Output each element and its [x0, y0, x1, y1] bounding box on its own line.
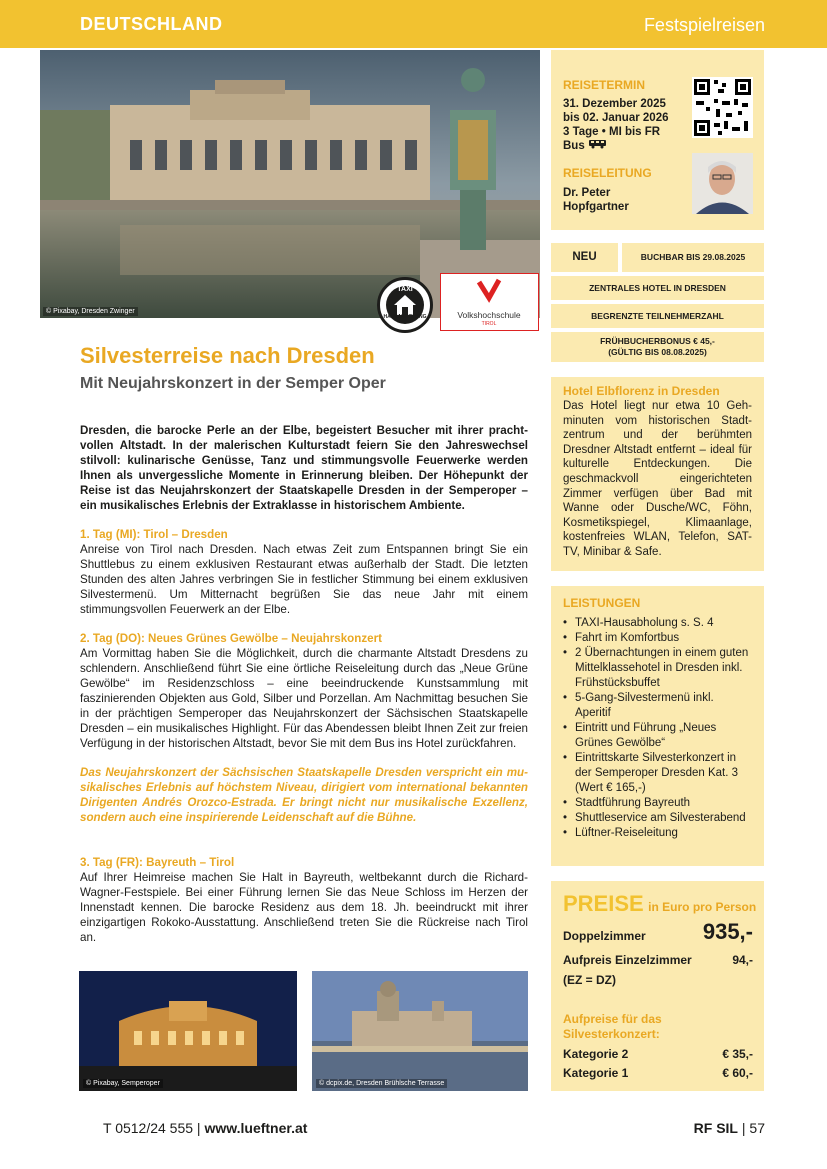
intro-paragraph: Dresden, die barocke Perle an der Elbe, begeistert Besucher mit ihrer prachtvollen Altstadt. In der malerischen Kulturstadt feiern Sie den Jahreswechsel stilvoll: kulinarische Genüsse, Tanz und stimmungsvolle Feuerwerke werden Ihnen als unvergessliche Momente in Erinnerung bleiben. Der Höhepunkt der Reise ist das Neujahrskonzert der Staatskapelle Dresden in der Semperoper – ein musikalisches Erlebnis der Extraklasse in historischem Ambiente.: [80, 424, 528, 512]
reiseleitung-heading: REISELEITUNG: [563, 166, 652, 180]
price-row-dz: [563, 919, 753, 944]
leistung-item: • TAXI-Hausabholung s. S. 4: [563, 616, 752, 631]
volkshochschule-logo: [440, 273, 539, 331]
hero-credit: © Pixabay, Dresden Zwinger: [43, 307, 138, 316]
kat2-value: € 35,-: [722, 1047, 753, 1061]
footer-page: [694, 1120, 765, 1136]
day1-text: Anreise von Tirol nach Dresden. Nach etwas Zeit zum Entspannen bringt Sie ein Shuttlebus zu einem exklusiven Restaurant etwas außerhalb der Stadt. Die letzten Stunden des alten Jahres verbringen Sie in festlicher Stimmung bei einem exklusiven Silvestermenü. Um Mitternacht begrüßen Sie das neue Jahr mit einem stimmungsvollen Feuerwerk an der Elbe.: [80, 543, 528, 616]
footer-contact: [103, 1120, 307, 1136]
kat1-label: Kategorie 1: [563, 1066, 629, 1080]
price-ez-label: Aufpreis Einzelzimmer: [563, 953, 692, 967]
leistung-item: • Fahrt im Komfortbus: [563, 631, 752, 646]
leistung-item: • Eintritt und Führung „Neues Grünes Gewölbe“: [563, 721, 752, 751]
category-label: Festspielreisen: [643, 15, 765, 35]
photo-right-credit: © dcpix.de, Dresden Brühlsche Terrasse: [316, 1079, 447, 1088]
photo-bruehlsche-terrasse: [312, 971, 528, 1091]
region-label: DEUTSCHLAND: [80, 14, 223, 34]
leistung-item: • Lüftner-Reiseleitung: [563, 826, 752, 841]
termin-line-2: bis 02. Januar 2026: [563, 112, 669, 124]
kat1-value: € 60,-: [722, 1066, 753, 1080]
price-row-kat2: [563, 1047, 753, 1061]
qr-code[interactable]: [692, 77, 753, 138]
kat2-label: Kategorie 2: [563, 1047, 629, 1061]
day3-text: Auf Ihrer Heimreise machen Sie Halt in Bayreuth, weltbekannt durch die Richard-Wagner-Festspiele. Bei einer Führung lernen Sie das Neue Schloss im Herzen der Innenstadt kennen. Die barocke Residenz aus dem 18. Jh. beeindruckt mit ihrer einzigartigen Rokoko-Ausstattung. Anschließend treten Sie die Rückreise nach Tirol an.: [80, 871, 528, 944]
leistungen-list: [563, 616, 752, 841]
hotel-heading: Hotel Elbflorenz in Dresden: [563, 384, 720, 398]
leistung-item: • Stadtführung Bayreuth: [563, 796, 752, 811]
reiseleiter-portrait: [692, 153, 753, 214]
tag-buchbar: BUCHBAR BIS 29.08.2025: [622, 243, 764, 272]
reisetermin-details: [563, 97, 668, 153]
konzert-aufpreis-heading: Aufpreise für das Silvesterkonzert:: [563, 1012, 662, 1041]
footer-phone: T 0512/24 555 |: [103, 1120, 201, 1136]
preise-subtitle: in Euro pro Person: [648, 900, 757, 914]
preise-title: PREISE: [563, 891, 644, 916]
tag-neu: NEU: [551, 243, 618, 272]
reisetermin-heading: REISETERMIN: [563, 78, 646, 92]
bus-label: Bus: [563, 140, 585, 152]
price-dz-value: 935,-: [702, 919, 753, 944]
day1-heading: 1. Tag (MI): Tirol – Dresden: [80, 528, 228, 541]
hotel-box: [551, 377, 764, 571]
day1-section: [80, 527, 528, 617]
tag-teilnehmerzahl: BEGRENZTE TEILNEHMERZAHL: [551, 304, 764, 328]
leistung-item: • 5-Gang-Silvestermenü inkl. Aperitif: [563, 691, 752, 721]
tag-zentrales-hotel: ZENTRALES HOTEL IN DRESDEN: [551, 276, 764, 300]
price-ez-value: 94,-: [732, 953, 753, 967]
preise-heading: [563, 891, 756, 917]
top-bar: [0, 0, 827, 48]
price-row-ez: [563, 953, 753, 967]
day2-section: [80, 631, 528, 751]
termin-line-4: [563, 139, 668, 153]
page-title: Silvesterreise nach Dresden: [80, 343, 375, 368]
vhs-sub: TIROL: [481, 321, 497, 327]
photo-semperoper: [79, 971, 297, 1091]
hotel-text: Das Hotel liegt nur etwa 10 Gehminuten vom historischen Stadtzentrum und der berühmten Dresdner Altstadt entfernt – ideal für kulturelle Entdeckungen. Die geschmackvoll eingerichteten Zimmer verfügen über Bad mit Wanne oder Dusche/WC, Föhn, Kosmetikspiegel, Klimaanlage, kostenfreies WLAN, Telefon, SAT-TV, Minibar & Safe.: [563, 400, 752, 558]
bus-icon: [588, 139, 608, 149]
footer-website-link[interactable]: www.lueftner.at: [204, 1120, 308, 1136]
taxi-label: TAXI: [397, 286, 413, 293]
price-row-kat1: [563, 1066, 753, 1080]
page-number: | 57: [741, 1120, 765, 1136]
day3-section: [80, 855, 528, 945]
leitung-line-1: Dr. Peter: [563, 187, 611, 199]
vhs-name: Volkshochschule: [457, 310, 521, 320]
bonus-line-2: (GÜLTIG BIS 08.08.2025): [608, 347, 707, 357]
hausabholung-label: HAUSABHOLUNG: [383, 314, 427, 320]
concert-quote: Das Neujahrskonzert der Sächsischen Staatskapelle Dresden verspricht ein musikalisches Erlebnis auf höchstem Niveau, dirigiert vom international bekannten Dirigenten Andrés Orozco-Estrada. Er bringt nicht nur musikalische Exzellenz, sondern auch eine inspirierende Leidenschaft auf die Bühne.: [80, 766, 528, 824]
price-dz-label: Doppelzimmer: [563, 929, 646, 943]
leitung-line-2: Hopfgartner: [563, 201, 629, 213]
price-ez-note: (EZ = DZ): [563, 973, 616, 987]
day3-heading: 3. Tag (FR): Bayreuth – Tirol: [80, 856, 235, 869]
page-subtitle: Mit Neujahrskonzert in der Semper Oper: [80, 375, 386, 392]
leistungen-box: [551, 586, 764, 866]
photo-left-credit: © Pixabay, Semperoper: [83, 1079, 163, 1088]
bonus-line-1: FRÜHBUCHERBONUS € 45,-: [600, 336, 715, 346]
leistung-item: • Eintrittskarte Silvesterkonzert in der Semperoper Dresden Kat. 3 (Wert € 165,-): [563, 751, 752, 796]
footer-code: RF SIL: [693, 1120, 738, 1136]
termin-line-3: 3 Tage • MI bis FR: [563, 126, 661, 138]
main-text: [80, 423, 528, 959]
taxi-hausabholung-badge: [377, 277, 433, 333]
day2-text: Am Vormittag haben Sie die Möglichkeit, durch die charmante Altstadt Dresdens zu schlendern. Anschließend führt Sie eine örtliche Reiseleitung durch das „Neue Grüne Gewölbe“ im Residenzschloss – eine beeindruckende Kunstsammlung mit faszinierenden Objekten aus Gold, Silber und Porzellan. Am Nachmittag besuchen Sie in der prächtigen Semperoper das Neujahrskonzert der Sächsischen Staatskapelle Dresden – ein musikalisches Highlight. Für das Abendessen bleibt Ihnen Zeit zur freien Verfügung in der historischen Altstadt, bevor Sie mit dem Bus ins Hotel zurückfahren.: [80, 647, 528, 750]
preise-box: [551, 881, 764, 1091]
leistung-item: • Shuttleservice am Silvesterabend: [563, 811, 752, 826]
day2-heading: 2. Tag (DO): Neues Grünes Gewölbe – Neujahrskonzert: [80, 632, 382, 645]
leistung-item: • 2 Übernachtungen in einem guten Mittelklassehotel in Dresden inkl. Frühstücksbuffet: [563, 646, 752, 691]
reiseleitung-name: [563, 186, 629, 214]
termin-line-1: 31. Dezember 2025: [563, 98, 666, 110]
reisetermin-box: [551, 50, 764, 230]
vhs-check-icon: [441, 274, 537, 308]
tag-fruehbucherbonus: [551, 332, 764, 362]
leistungen-heading: LEISTUNGEN: [563, 596, 641, 610]
